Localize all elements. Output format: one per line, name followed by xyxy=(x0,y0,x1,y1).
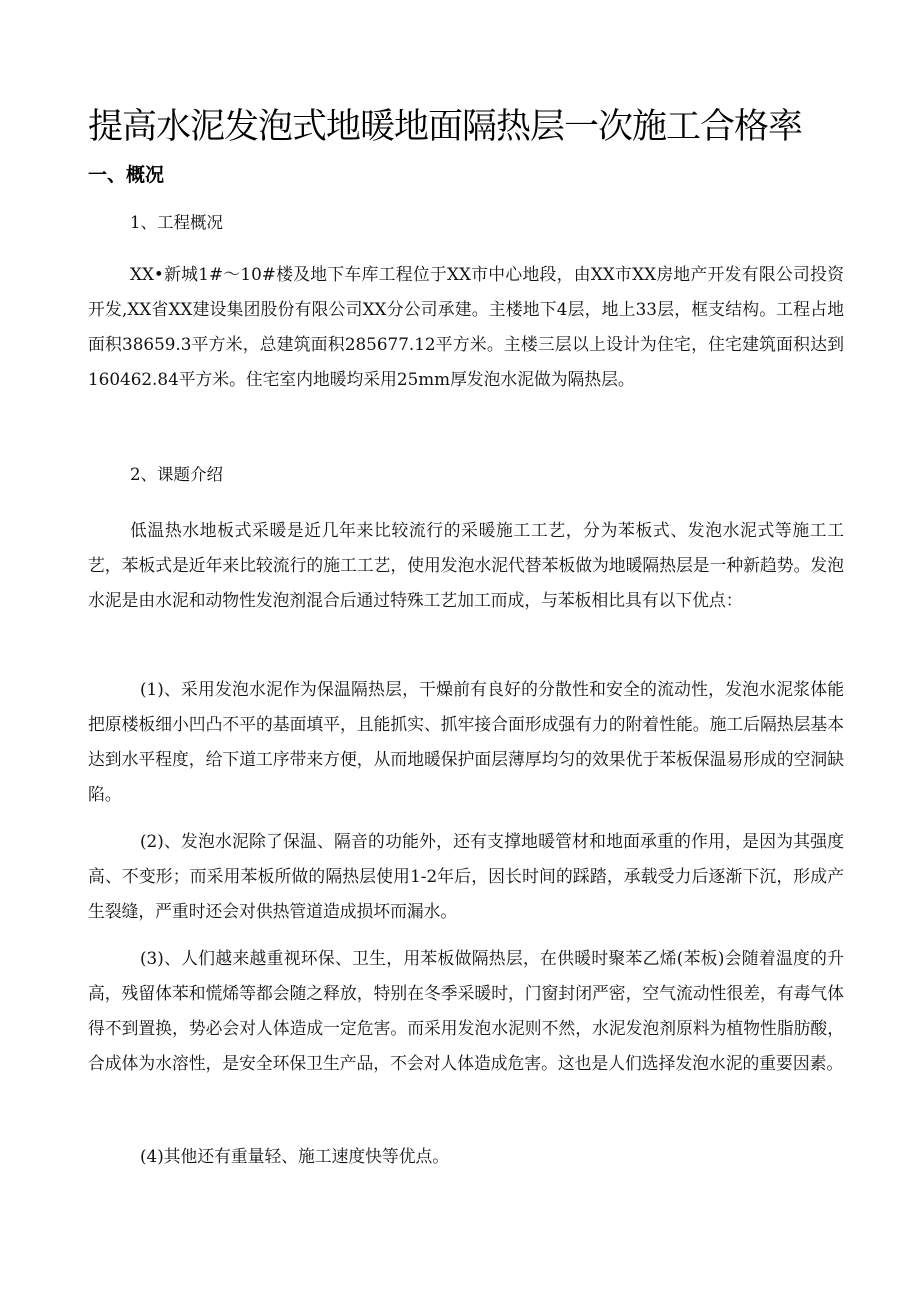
subheading-project-overview: 1、工程概况 xyxy=(130,213,223,232)
advantage-point-3: (3)、人们越来越重视环保、卫生，用苯板做隔热层，在供暖时聚苯乙烯(苯板)会随着温度的升高，残留体苯和慌烯等都会随之释放，特别在冬季采暖时，门窗封闭严密，空气流动性很差，有毒气体得不到置换，势必会对人体造成一定危害。而采用发泡水泥则不然，水泥发泡剂原料为植物性脂肪酸，合成体为水溶性，是安全环保卫生产品，不会对人体造成危害。这也是人们选择发泡水泥的重要因素。 xyxy=(88,948,844,1073)
subheading-topic-intro: 2、课题介绍 xyxy=(130,465,223,484)
document-title: 提高水泥发泡式地暖地面隔热层一次施工合格率 xyxy=(88,107,803,147)
paragraph-project-overview: XX•新城1#～10#楼及地下车库工程位于XX市中心地段，由XX市XX房地产开发有限公司投资开发,XX省XX建设集团股份有限公司XX分公司承建。主楼地下4层，地上33层，框支结构。工程占地面积38659.3平方米，总建筑面积285677.12平方米。主楼三层以上设计为住宅，住宅建筑面积达到160462.84平方米。住宅室内地暖均采用25mm厚发泡水泥做为隔热层。 xyxy=(88,264,844,389)
section-heading-overview: 一、概况 xyxy=(88,164,165,186)
paragraph-topic-intro: 低温热水地板式采暖是近几年来比较流行的采暖施工工艺，分为苯板式、发泡水泥式等施工工艺，苯板式是近年来比较流行的施工工艺，使用发泡水泥代替苯板做为地暖隔热层是一种新趋势。发泡水泥是由水泥和动物性发泡剂混合后通过特殊工艺加工而成，与苯板相比具有以下优点： xyxy=(88,520,844,610)
advantage-point-1: (1)、采用发泡水泥作为保温隔热层，干燥前有良好的分散性和安全的流动性，发泡水泥浆体能把原楼板细小凹凸不平的基面填平，且能抓实、抓牢接合面形成强有力的附着性能。施工后隔热层基本达到水平程度，给下道工序带来方便，从而地暖保护面层薄厚均匀的效果优于苯板保温易形成的空洞缺陷。 xyxy=(88,679,844,804)
advantage-point-2: (2)、发泡水泥除了保温、隔音的功能外，还有支撑地暖管材和地面承重的作用，是因为其强度高、不变形；而采用苯板所做的隔热层使用1-2年后，因长时间的踩踏，承载受力后逐渐下沉，形成产生裂缝，严重时还会对供热管道造成损坏而漏水。 xyxy=(88,831,844,921)
advantage-point-4: (4)其他还有重量轻、施工速度快等优点。 xyxy=(140,1146,450,1166)
